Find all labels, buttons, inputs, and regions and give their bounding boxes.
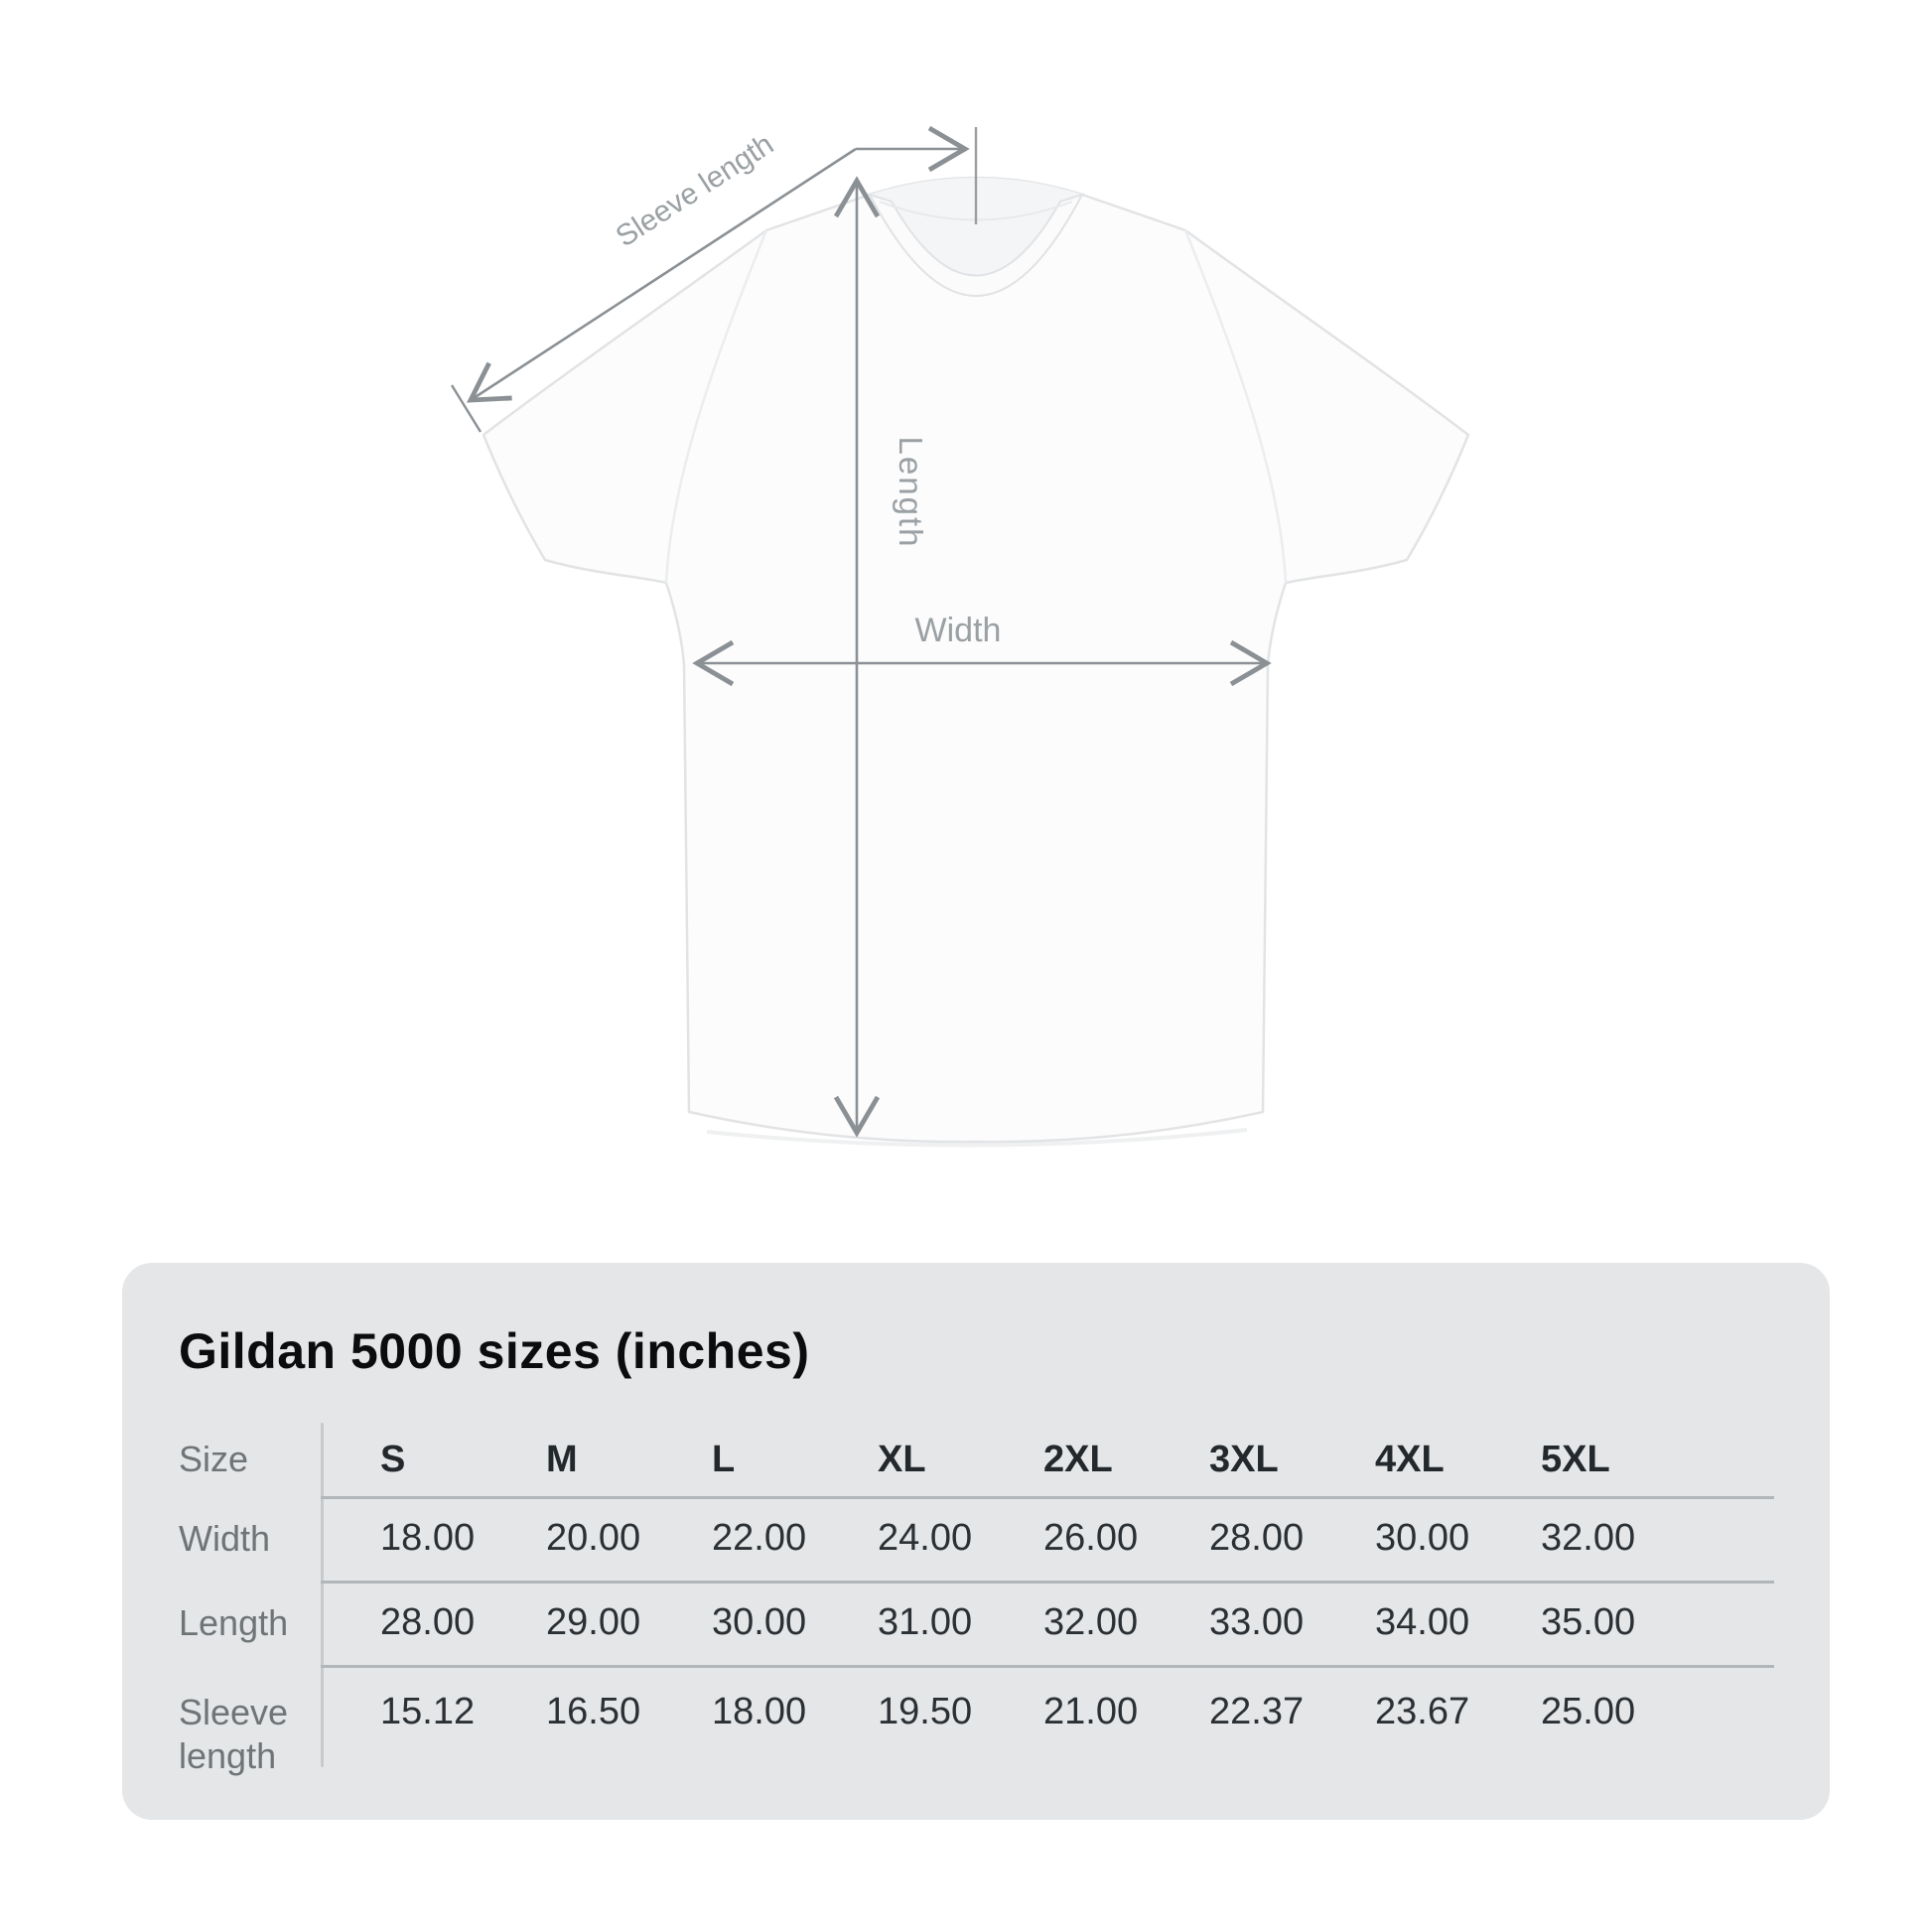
width-value-l: 22.00 (712, 1517, 807, 1559)
size-chart-title: Gildan 5000 sizes (inches) (179, 1323, 810, 1379)
width-value-4xl: 30.00 (1375, 1517, 1470, 1559)
length-value-5xl: 35.00 (1541, 1601, 1636, 1643)
row-label-sleeve-length: Sleeve length (179, 1692, 289, 1776)
sleeve-value-l: 18.00 (712, 1691, 807, 1732)
length-value-s: 28.00 (380, 1601, 476, 1643)
size-column-header-2xl: 2XL (1043, 1438, 1113, 1480)
size-column-header-5xl: 5XL (1541, 1438, 1610, 1480)
length-value-xl: 31.00 (878, 1601, 973, 1643)
length-label: Length (893, 436, 929, 549)
width-value-3xl: 28.00 (1209, 1517, 1305, 1559)
row-label-length: Length (179, 1601, 289, 1643)
length-value-m: 29.00 (546, 1601, 641, 1643)
length-value-3xl: 33.00 (1209, 1601, 1305, 1643)
width-label: Width (914, 612, 1002, 649)
sleeve-value-5xl: 25.00 (1541, 1691, 1636, 1732)
sleeve-value-2xl: 21.00 (1043, 1691, 1139, 1732)
size-column-header-l: L (712, 1438, 736, 1480)
size-column-header-m: M (546, 1438, 578, 1480)
size-corner-label: Size (179, 1439, 249, 1479)
size-column-header-3xl: 3XL (1209, 1438, 1279, 1480)
length-value-4xl: 34.00 (1375, 1601, 1470, 1643)
length-value-l: 30.00 (712, 1601, 807, 1643)
size-column-header-s: S (380, 1438, 406, 1480)
sleeve-length-label: Sleeve length (610, 127, 780, 254)
size-column-header-xl: XL (878, 1438, 926, 1480)
width-value-2xl: 26.00 (1043, 1517, 1139, 1559)
width-value-s: 18.00 (380, 1517, 476, 1559)
sleeve-value-4xl: 23.67 (1375, 1691, 1470, 1732)
sleeve-value-3xl: 22.37 (1209, 1691, 1305, 1732)
length-value-2xl: 32.00 (1043, 1601, 1139, 1643)
sleeve-value-s: 15.12 (380, 1691, 476, 1732)
width-value-xl: 24.00 (878, 1517, 973, 1559)
sleeve-cuff-tick (452, 385, 481, 432)
width-value-m: 20.00 (546, 1517, 641, 1559)
sleeve-value-xl: 19.50 (878, 1691, 973, 1732)
tshirt-shape (483, 178, 1468, 1146)
size-column-header-4xl: 4XL (1375, 1438, 1445, 1480)
sleeve-value-m: 16.50 (546, 1691, 641, 1732)
width-value-5xl: 32.00 (1541, 1517, 1636, 1559)
row-label-width: Width (179, 1517, 271, 1559)
size-table (179, 1423, 1708, 1794)
size-chart-panel (122, 1263, 1830, 1820)
